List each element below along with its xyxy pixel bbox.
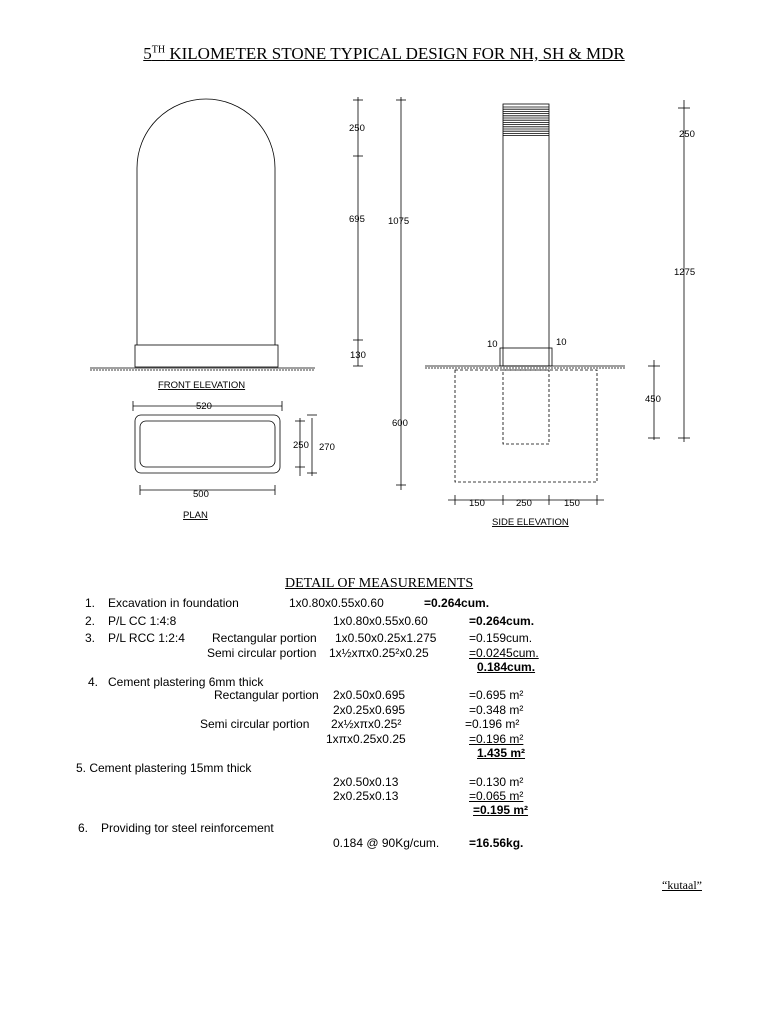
- side-base: [500, 348, 552, 366]
- row-subitem: Rectangular portion: [214, 688, 319, 702]
- row-formula: 2x0.25x0.695: [333, 703, 406, 717]
- row-result: =0.159cum.: [469, 631, 533, 645]
- dim-130: 130: [350, 350, 366, 361]
- row-formula: 2x0.50x0.13: [333, 775, 399, 789]
- dim-450: 450: [645, 394, 661, 405]
- row-description: 5. Cement plastering 15mm thick: [76, 761, 252, 775]
- row-formula: 2x0.50x0.695: [333, 688, 406, 702]
- page-title: 5TH KILOMETER STONE TYPICAL DESIGN FOR NH, SH & MDR: [143, 44, 625, 63]
- front-stone-outline: [137, 99, 275, 345]
- row-result: =0.264cum.: [424, 596, 490, 610]
- plan-outer: [135, 415, 280, 473]
- row-formula: 2x½xπx0.25²: [331, 717, 402, 731]
- plan-inner: [140, 421, 275, 467]
- row-total: 0.184cum.: [477, 660, 536, 674]
- row-result: =0.0245cum.: [469, 646, 539, 660]
- side-elevation-label: SIDE ELEVATION: [492, 517, 569, 528]
- row-total: 1.435 m²: [477, 746, 526, 760]
- front-stone-base: [135, 345, 278, 367]
- row-result: =0.130 m²: [469, 775, 524, 789]
- dim-250: 250: [349, 123, 365, 134]
- row-number: 3.: [85, 631, 96, 645]
- dim-270: 270: [319, 442, 335, 453]
- signature: “kutaal”: [662, 878, 702, 892]
- row-formula: 0.184 @ 90Kg/cum.: [333, 836, 440, 850]
- row-number: 4.: [88, 675, 99, 689]
- foundation-inner: [503, 370, 549, 444]
- row-result: =0.196 m²: [469, 732, 524, 746]
- row-result: =0.264cum.: [469, 614, 535, 628]
- row-subitem: Rectangular portion: [212, 631, 317, 645]
- dim-695: 695: [349, 214, 365, 225]
- side-stone: [503, 104, 549, 366]
- row-formula: 1xπx0.25x0.25: [326, 732, 406, 746]
- row-description: Cement plastering 6mm thick: [108, 675, 264, 689]
- dim-250-bottom: 250: [516, 498, 532, 509]
- dim-10-left: 10: [487, 339, 498, 350]
- row-number: 6.: [78, 821, 89, 835]
- row-formula: 1x0.80x0.55x0.60: [333, 614, 428, 628]
- dim-500: 500: [193, 489, 209, 500]
- measurements-heading: DETAIL OF MEASUREMENTS: [285, 576, 474, 591]
- plan-label: PLAN: [183, 510, 208, 521]
- row-number: 2.: [85, 614, 96, 628]
- row-total: =0.195 m²: [473, 803, 529, 817]
- dim-150-left: 150: [469, 498, 485, 509]
- row-subitem: Semi circular portion: [207, 646, 317, 660]
- dim-520: 520: [196, 401, 212, 412]
- dim-250-side: 250: [679, 129, 695, 140]
- dim-250-plan: 250: [293, 440, 309, 451]
- row-description: Providing tor steel reinforcement: [101, 821, 274, 835]
- row-subitem: Semi circular portion: [200, 717, 310, 731]
- row-number: 1.: [85, 596, 96, 610]
- front-elevation-label: FRONT ELEVATION: [158, 380, 246, 391]
- row-result: =0.196 m²: [465, 717, 520, 731]
- dim-600: 600: [392, 418, 408, 429]
- row-result: =0.065 m²: [469, 789, 524, 803]
- row-description: P/L CC 1:4:8: [108, 614, 177, 628]
- foundation-outer: [455, 370, 597, 482]
- row-result: =0.348 m²: [469, 703, 524, 717]
- row-formula: 2x0.25x0.13: [333, 789, 399, 803]
- row-result: =16.56kg.: [469, 836, 524, 850]
- row-description: Excavation in foundation: [108, 596, 239, 610]
- row-formula: 1x0.50x0.25x1.275: [335, 631, 437, 645]
- dim-10-right: 10: [556, 337, 567, 348]
- row-formula: 1x0.80x0.55x0.60: [289, 596, 384, 610]
- dim-1075: 1075: [388, 216, 410, 227]
- dim-150-right: 150: [564, 498, 580, 509]
- row-description: P/L RCC 1:2:4: [108, 631, 185, 645]
- dim-1275: 1275: [674, 267, 696, 278]
- row-result: =0.695 m²: [469, 688, 524, 702]
- row-formula: 1x½xπx0.25²x0.25: [329, 646, 429, 660]
